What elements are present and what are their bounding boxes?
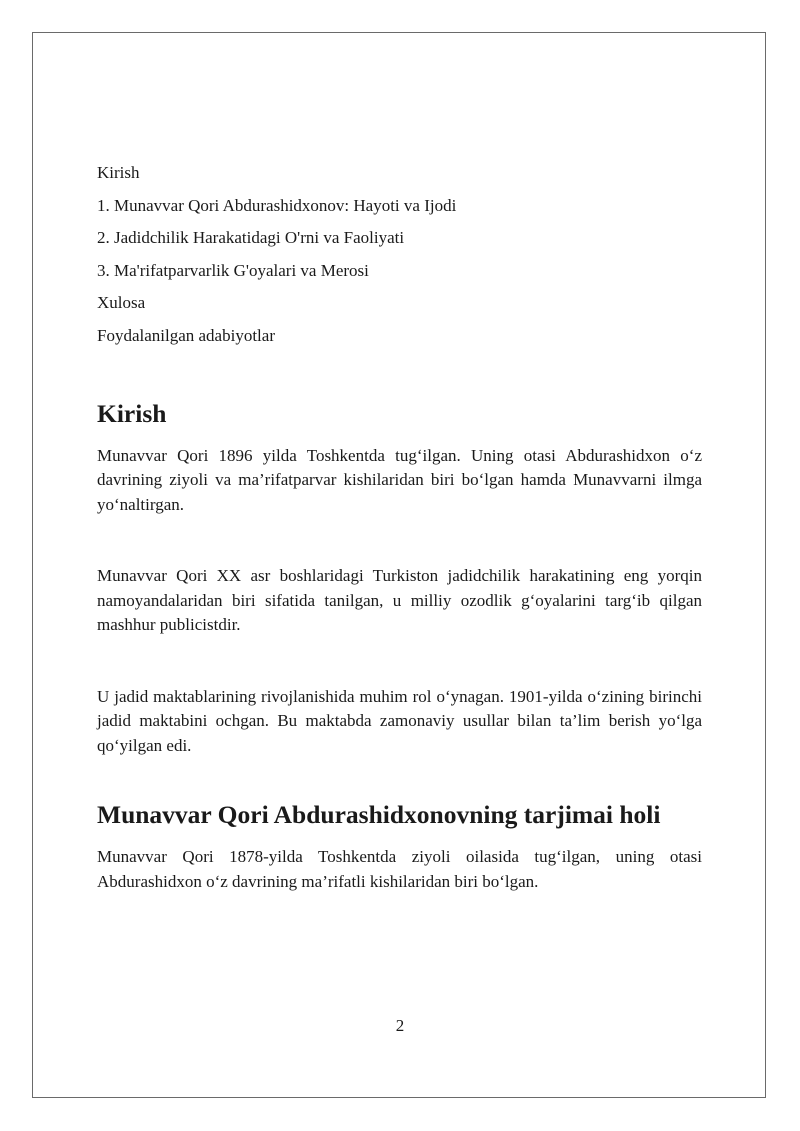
paragraph-jadid-schools: U jadid maktablarining rivojlanishida muhim rol o‘ynagan. 1901-yilda o‘zining birinchi jadid maktabini ochgan. Bu maktabda zamonaviy usullar bilan ta’lim berish yo‘lga qo‘yilgan edi. [97,686,702,755]
toc-item-chapter-2: 2. Jadidchilik Harakatidagi O'rni va Faoliyati [97,228,405,248]
section-heading-introduction: Kirish [97,398,167,428]
document-body [97,161,702,894]
toc-item-introduction: Kirish [97,163,140,182]
paragraph-jadid-movement: Munavvar Qori XX asr boshlaridagi Turkiston jadidchilik harakatining eng yorqin namoyandalaridan biri sifatida tanilgan, u milliy ozodlik g‘oyalarini targ‘ib qilgan mashhur publicistdir. [97,566,702,635]
paragraph-biography: Munavvar Qori 1878-yilda Toshkentda ziyoli oilasida tug‘ilgan, uning otasi Abdurashidxon o‘z davrining ma’rifatli kishilaridan biri bo‘lgan. [97,847,702,891]
page-number: 2 [395,1016,405,1035]
toc-item-chapter-3: 3. Ma'rifatparvarlik G'oyalari va Merosi [97,260,369,280]
toc-item-conclusion: Xulosa [97,293,146,313]
paragraph-birth: Munavvar Qori 1896 yilda Toshkentda tug‘ilgan. Uning otasi Abdurashidxon o‘z davrining ziyoli va ma’rifatparvar kishilaridan biri bo‘lgan hamda Munavvarni ilmga yo‘naltirgan. [97,445,702,514]
table-of-contents [97,161,702,348]
section-heading-biography: Munavvar Qori Abdurashidxonovning tarjimai holi [97,800,661,830]
toc-item-references: Foydalanilgan adabiyotlar [97,325,275,345]
toc-item-chapter-1: 1. Munavvar Qori Abdurashidxonov: Hayoti va Ijodi [97,195,457,215]
